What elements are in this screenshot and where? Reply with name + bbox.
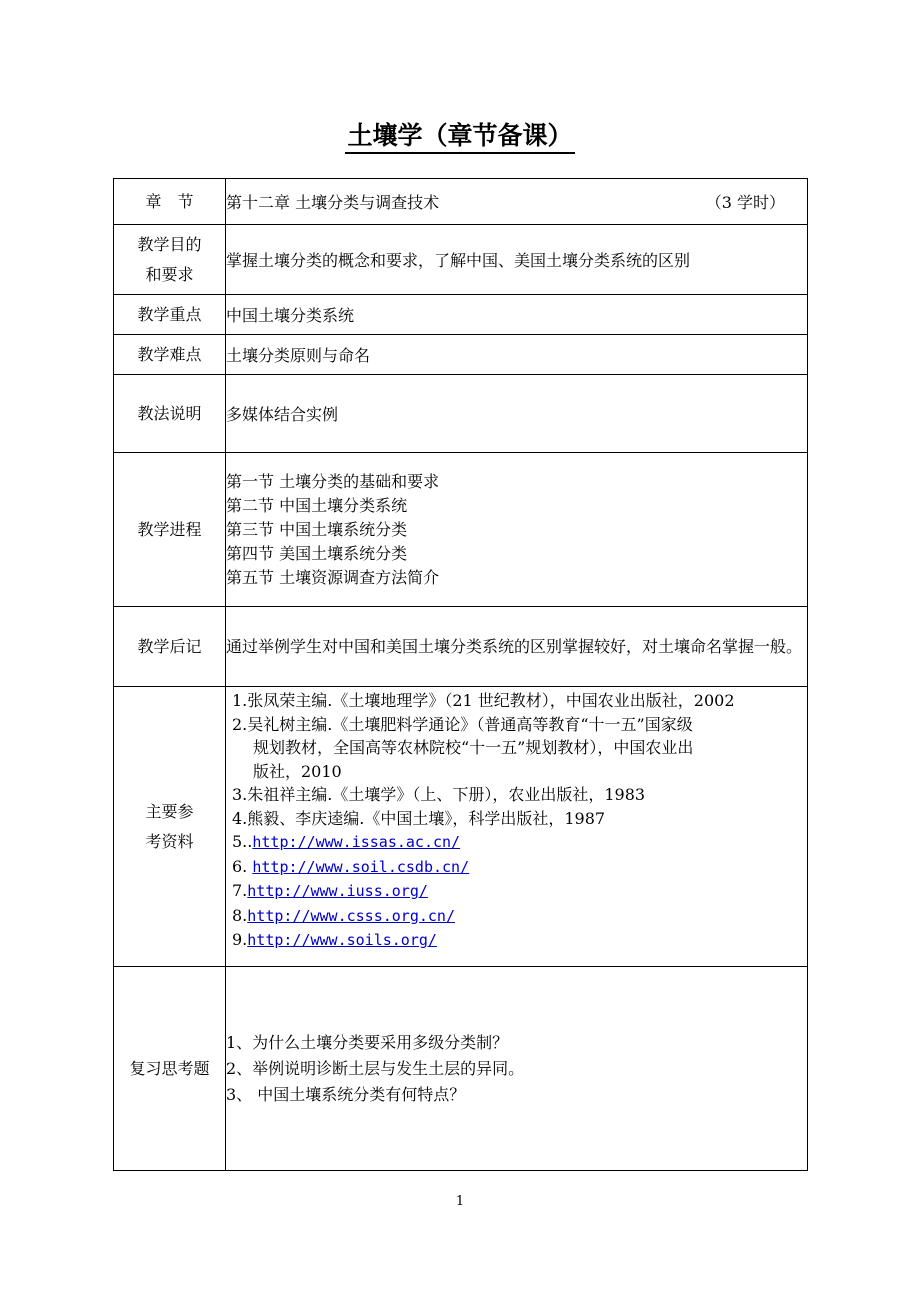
focus-value: 中国土壤分类系统 bbox=[226, 295, 808, 335]
lesson-plan-table bbox=[113, 178, 808, 1171]
review-questions bbox=[226, 967, 808, 1171]
progress-item: 第三节 中国土壤系统分类 bbox=[226, 519, 408, 539]
reference-item: 8.http://www.csss.org.cn/ bbox=[232, 905, 455, 925]
review-label: 复习思考题 bbox=[114, 967, 226, 1171]
references-row bbox=[114, 687, 808, 967]
difficulty-row bbox=[114, 335, 808, 375]
reference-link-issas[interactable]: http://www.issas.ac.cn/ bbox=[252, 833, 461, 851]
progress-label: 教学进程 bbox=[114, 453, 226, 607]
postnote-label: 教学后记 bbox=[114, 607, 226, 687]
page-number: 1 bbox=[455, 1194, 465, 1209]
references-label: 主要参 考资料 bbox=[114, 687, 226, 967]
review-question: 3、 中国土壤系统分类有何特点？ bbox=[226, 1084, 466, 1104]
review-row bbox=[114, 967, 808, 1171]
postnote-row bbox=[114, 607, 808, 687]
method-row bbox=[114, 375, 808, 453]
method-value: 多媒体结合实例 bbox=[226, 375, 808, 453]
reference-item: 2.吴礼树主编.《土壤肥料学通论》（普通高等教育“十一五”国家级 bbox=[232, 714, 693, 734]
reference-item: 1.张凤荣主编.《土壤地理学》（21 世纪教材），中国农业出版社，2002 bbox=[232, 691, 735, 710]
reference-link-csss[interactable]: http://www.csss.org.cn/ bbox=[247, 906, 455, 925]
reference-item: 5..http://www.issas.ac.cn/ bbox=[232, 832, 461, 851]
review-question: 2、举例说明诊断土层与发生土层的异同。 bbox=[226, 1058, 525, 1078]
reference-link-soil-csdb[interactable]: http://www.soil.csdb.cn/ bbox=[252, 857, 470, 876]
progress-item: 第一节 土壤分类的基础和要求 bbox=[226, 471, 440, 491]
progress-item: 第四节 美国土壤系统分类 bbox=[226, 543, 408, 563]
progress-list bbox=[226, 453, 808, 607]
chapter-hours: （3 学时） bbox=[705, 193, 785, 212]
reference-link-soils[interactable]: http://www.soils.org/ bbox=[247, 931, 437, 949]
focus-label: 教学重点 bbox=[114, 295, 226, 335]
reference-item-continued: 规划教材，全国高等农林院校“十一五”规划教材），中国农业出 bbox=[253, 738, 694, 757]
method-label: 教法说明 bbox=[114, 375, 226, 453]
goals-row bbox=[114, 225, 808, 295]
chapter-label: 章 节 bbox=[114, 179, 226, 225]
reference-item: 4.熊毅、李庆逵编.《中国土壤》，科学出版社，1987 bbox=[232, 808, 606, 828]
progress-item: 第五节 土壤资源调查方法简介 bbox=[226, 567, 440, 587]
references-list bbox=[226, 687, 808, 967]
difficulty-value: 土壤分类原则与命名 bbox=[226, 335, 808, 375]
progress-item: 第二节 中国土壤分类系统 bbox=[226, 495, 408, 515]
review-question: 1、为什么土壤分类要采用多级分类制？ bbox=[226, 1032, 509, 1052]
chapter-value: 第十二章 土壤分类与调查技术 bbox=[226, 193, 440, 212]
reference-link-iuss[interactable]: http://www.iuss.org/ bbox=[247, 882, 428, 900]
postnote-value: 通过举例学生对中国和美国土壤分类系统的区别掌握较好，对土壤命名掌握一般。 bbox=[226, 607, 808, 687]
reference-item: 7.http://www.iuss.org/ bbox=[232, 881, 428, 900]
goals-value: 掌握土壤分类的概念和要求，了解中国、美国土壤分类系统的区别 bbox=[226, 225, 808, 295]
reference-item-continued: 版社，2010 bbox=[253, 761, 342, 781]
reference-item: 3.朱祖祥主编.《土壤学》（上、下册），农业出版社，1983 bbox=[232, 785, 646, 804]
chapter-row bbox=[114, 179, 808, 225]
reference-item: 9.http://www.soils.org/ bbox=[232, 930, 437, 949]
focus-row bbox=[114, 295, 808, 335]
goals-label: 教学目的 和要求 bbox=[114, 225, 226, 295]
difficulty-label: 教学难点 bbox=[114, 335, 226, 375]
reference-item: 6. http://www.soil.csdb.cn/ bbox=[232, 856, 470, 876]
document-title: 土壤学（章节备课） bbox=[0, 116, 920, 152]
progress-row bbox=[114, 453, 808, 607]
